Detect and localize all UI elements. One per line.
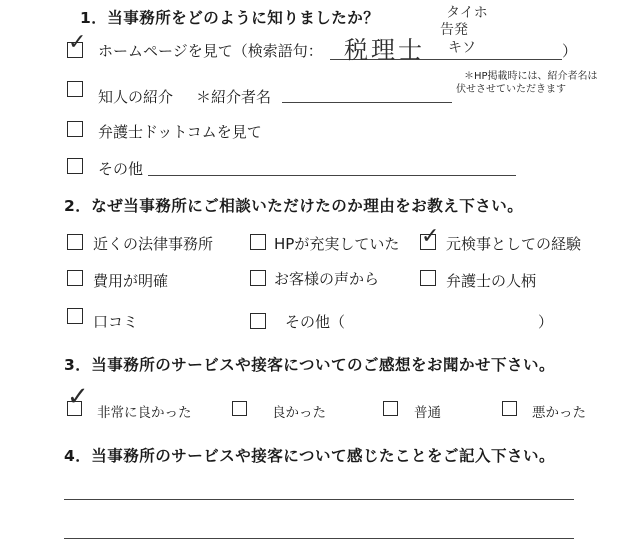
q2-fee-label: 費用が明確 <box>93 272 169 290</box>
q3-normal-checkbox[interactable] <box>383 401 398 416</box>
q3-normal-label: 普通 <box>414 405 441 421</box>
q2-character-label: 弁護士の人柄 <box>446 272 537 290</box>
q4-comment-line-1[interactable] <box>64 499 574 500</box>
q2-kuchikomi-label: 口コミ <box>93 313 139 331</box>
q1-note-line1: ＊HP掲載時には、紹介者名は <box>464 71 598 82</box>
q1-hand-note-bot: キソ <box>448 40 476 56</box>
checkmark-icon: ✓ <box>68 30 87 55</box>
q1-hand-note-mid: 告発 <box>440 22 468 38</box>
q2-prosecutor-label: 元検事としての経験 <box>446 235 582 253</box>
q1-hand-note-top: タイホ <box>446 5 488 21</box>
q4-title: 4．当事務所のサービスや接客について感じたことをご記入下さい。 <box>64 447 555 465</box>
checkmark-icon: ✓ <box>67 382 89 412</box>
q1-homepage-label: ホームページを見て（検索語句： <box>98 42 323 60</box>
q1-other-field[interactable] <box>148 175 516 176</box>
q2-nearby-label: 近くの法律事務所 <box>93 235 214 253</box>
q1-note-line2: 伏せさせていただきます <box>456 84 566 95</box>
q3-bad-label: 悪かった <box>532 405 586 421</box>
q2-voice-label: お客様の声から <box>274 270 380 288</box>
q1-referral-checkbox[interactable] <box>67 81 83 97</box>
q1-referral-label: 知人の紹介 <box>98 88 174 106</box>
q2-voice-checkbox[interactable] <box>250 270 266 286</box>
q2-hp-checkbox[interactable] <box>250 234 266 250</box>
q1-close-paren: ） <box>562 42 578 60</box>
q1-other-label: その他 <box>98 160 144 178</box>
q1-bengoshi-checkbox[interactable] <box>67 121 83 137</box>
q3-good-label: 良かった <box>272 405 326 421</box>
q2-close-paren: ） <box>538 313 554 331</box>
q4-comment-line-2[interactable] <box>64 538 574 539</box>
q2-character-checkbox[interactable] <box>420 270 436 286</box>
q2-fee-checkbox[interactable] <box>67 270 83 286</box>
q2-hp-label: HPが充実していた <box>274 235 400 253</box>
q2-nearby-checkbox[interactable] <box>67 234 83 250</box>
q3-very-good-label: 非常に良かった <box>97 405 192 421</box>
q1-other-checkbox[interactable] <box>67 158 83 174</box>
q2-other-label: その他（ <box>285 313 346 331</box>
q1-referrer-name-label: ＊紹介者名 <box>196 88 272 106</box>
q2-kuchikomi-checkbox[interactable] <box>67 308 83 324</box>
q2-other-checkbox[interactable] <box>250 313 266 329</box>
q2-title: 2．なぜ当事務所にご相談いただけたのか理由をお教え下さい。 <box>64 197 524 215</box>
q1-title: 1．当事務所をどのように知りましたか？ <box>80 9 380 27</box>
q3-bad-checkbox[interactable] <box>502 401 517 416</box>
q1-referrer-name-field[interactable] <box>282 102 452 103</box>
q1-search-term-field[interactable]: 税理士 <box>344 36 425 64</box>
q1-bengoshi-label: 弁護士ドットコムを見て <box>98 123 262 141</box>
q3-good-checkbox[interactable] <box>232 401 247 416</box>
checkmark-icon: ✓ <box>421 224 440 249</box>
q3-title: 3．当事務所のサービスや接客についてのご感想をお聞かせ下さい。 <box>64 356 555 374</box>
